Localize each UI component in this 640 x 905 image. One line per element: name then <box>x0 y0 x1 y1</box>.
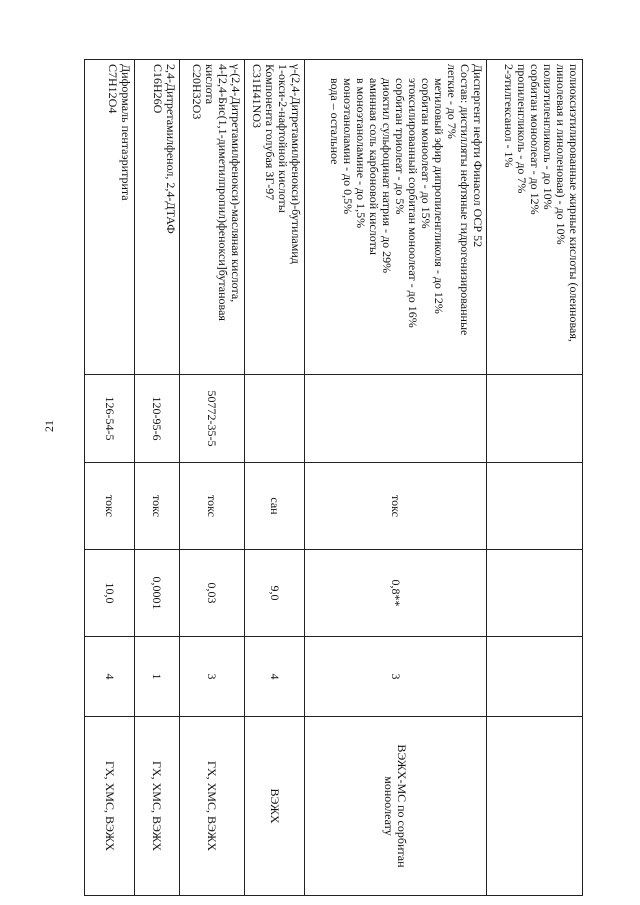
rotated-table-container <box>85 59 583 895</box>
table-row <box>85 60 135 896</box>
name-line: диоктил сульфоцинат натрия - до 29% <box>380 78 394 274</box>
name-line: кислота <box>203 64 217 105</box>
hazard-class-cell: 1 <box>135 637 180 717</box>
value-cell: 9,0 <box>245 550 305 637</box>
cas-number-cell: 120-95-6 <box>135 375 180 463</box>
name-line: 4-[2,4-Бис(1,1-диметилпропил)фенокси]бутановая <box>216 64 230 321</box>
hazard-class-cell: 4 <box>85 637 135 717</box>
value-cell: 0,0001 <box>135 550 180 637</box>
method-cell: ВЭЖХ-МС по сорбитан моноолеату <box>305 717 487 896</box>
name-line: этоксилированный сорбитан моноолеат - до 16% <box>406 78 420 328</box>
substance-name-cell <box>180 60 245 375</box>
value-cell <box>487 550 583 637</box>
value-cell: 0,8** <box>305 550 487 637</box>
name-line: легкие - до 7% <box>445 64 459 139</box>
name-line: моноэтаноламин - до 0,5% <box>341 78 355 215</box>
name-line: аминная соль карбоновой кислоты <box>367 78 381 255</box>
name-line: сорбитан триолеат - до 5% <box>393 78 407 215</box>
method-cell: ВЭЖХ <box>245 717 305 896</box>
hazard-class-cell: 4 <box>245 637 305 717</box>
substance-name-cell <box>305 60 487 375</box>
hazard-class-cell <box>487 637 583 717</box>
name-line: сорбитан моноолеат - до 12% <box>528 64 542 215</box>
substance-name-cell <box>135 60 180 375</box>
indicator-type-cell: токс <box>305 463 487 550</box>
name-line: γ-(2,4-Дитретамилфенокси)-масляная кислота, <box>229 64 243 303</box>
name-line: 1-окси-2-нафтойной кислоты <box>276 64 290 213</box>
hazard-class-cell: 3 <box>180 637 245 717</box>
table-row <box>487 60 583 896</box>
name-line: γ-(2,4-Дитретамилфенокси)-бутиламид <box>289 64 303 264</box>
cas-number-cell <box>487 375 583 463</box>
substance-name-cell <box>487 60 583 375</box>
cas-number-cell <box>305 375 487 463</box>
method-cell: ГХ, ХМС, ВЭЖХ <box>135 717 180 896</box>
name-line: C7H12O4 <box>106 64 120 114</box>
table-row <box>180 60 245 896</box>
name-line: 2-этилгексанол - 1% <box>502 64 516 168</box>
table-row <box>135 60 180 896</box>
substance-name-cell <box>85 60 135 375</box>
cas-number-cell: 126-54-5 <box>85 375 135 463</box>
name-line: C31H41NO3 <box>250 64 264 129</box>
substances-table <box>84 59 583 896</box>
indicator-type-cell <box>487 463 583 550</box>
name-line: полиэтиленгликоль - до 10% <box>541 64 555 210</box>
name-line: Диформаль пентаэритрита <box>119 64 133 201</box>
name-line: Диспергент нефти Финасол ОСР 52 <box>471 64 485 248</box>
name-line: пропиленгликоль - до 7% <box>515 64 529 194</box>
indicator-type-cell: токс <box>180 463 245 550</box>
name-line: вода – остальное <box>328 78 342 165</box>
substance-name-cell <box>245 60 305 375</box>
name-line: в моноэтаноламине - до 1,5% <box>354 78 368 229</box>
name-line: полиоксиэтилированные жирные кислоты (олеиновая, <box>567 64 581 342</box>
hazard-class-cell: 3 <box>305 637 487 717</box>
table-row <box>245 60 305 896</box>
name-line: метиловый эфир дипропиленгликоля - до 12% <box>432 78 446 314</box>
name-line: линолевая и линоленовая) - до 10% <box>554 64 568 245</box>
cas-number-cell <box>245 375 305 463</box>
method-cell <box>487 717 583 896</box>
method-cell: ГХ, ХМС, ВЭЖХ <box>85 717 135 896</box>
name-line: Компонента голубая ЗГ-97 <box>263 64 277 201</box>
method-cell: ГХ, ХМС, ВЭЖХ <box>180 717 245 896</box>
indicator-type-cell: токс <box>85 463 135 550</box>
page-number: 21 <box>42 420 56 432</box>
name-line: C16H26O <box>151 64 165 114</box>
value-cell: 10,0 <box>85 550 135 637</box>
name-line: сорбитан моноолеат - до 15% <box>419 78 433 229</box>
name-line: Состав: дистилляты нефтяные гидрогенизированные <box>458 64 472 336</box>
name-line: C20H32O3 <box>190 64 204 120</box>
table-row <box>305 60 487 896</box>
name-line: 2,4-Дитретамилфенол, 2,4-ДТАФ <box>164 64 178 234</box>
indicator-type-cell: токс <box>135 463 180 550</box>
value-cell: 0,03 <box>180 550 245 637</box>
indicator-type-cell: сан <box>245 463 305 550</box>
cas-number-cell: 50772-35-5 <box>180 375 245 463</box>
